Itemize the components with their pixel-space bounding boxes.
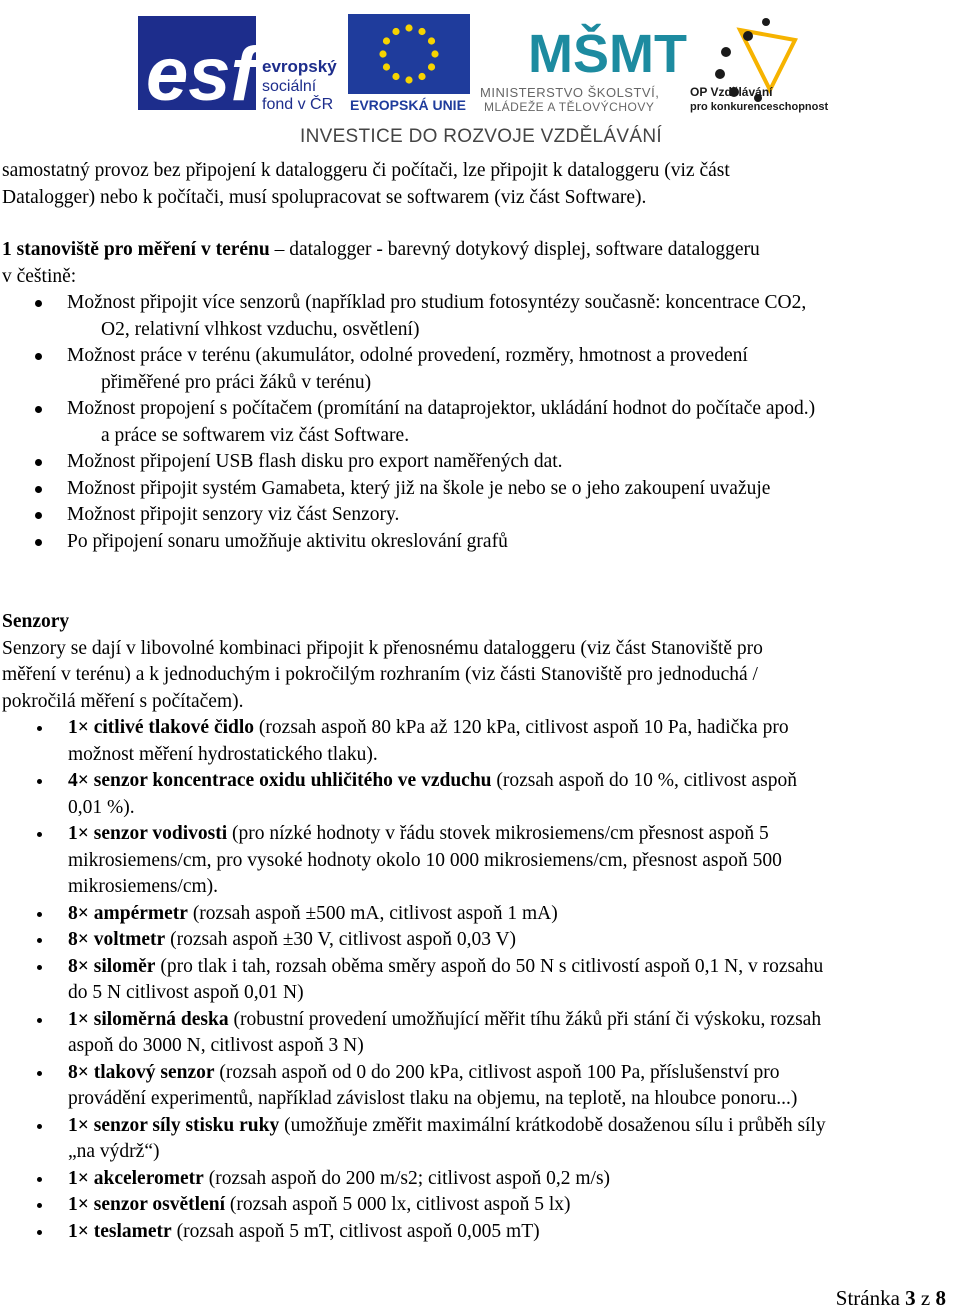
sensor-name: 1× siloměrná deska (68, 1008, 229, 1030)
sensor-spec-cont: do 5 N citlivost aspoň 0,01 N) (68, 982, 304, 1003)
sensor-item (2, 1192, 954, 1219)
sensor-spec-cont: „na výdrž“) (68, 1141, 160, 1162)
list-item (2, 529, 954, 556)
sensor-spec-cont: aspoň do 3000 N, citlivost aspoň 3 N) (68, 1035, 364, 1056)
sensor-item (2, 715, 954, 768)
sensor-name: 1× citlivé tlakové čidlo (68, 717, 255, 738)
sensor-spec-cont: možnost měření hydrostatického tlaku). (68, 743, 378, 765)
sensor-spec-cont: mikrosiemens/cm). (68, 876, 219, 897)
eu-star (392, 73, 399, 80)
funding-logos (0, 0, 960, 150)
msmt-text-1: MINISTERSTVO ŠKOLSTVÍ, (480, 85, 660, 100)
list-item-cont: přiměřené pro práci žáků v terénu) (101, 371, 372, 393)
eu-star (383, 37, 390, 44)
list-item (2, 476, 954, 503)
msmt-logo (480, 23, 687, 114)
esf-text-2: sociální (262, 78, 317, 95)
sensor-item (2, 1113, 954, 1166)
eu-star (431, 50, 438, 57)
eu-star (405, 24, 412, 31)
sensor-spec: (rozsah aspoň 5 mT, citlivost aspoň 0,005 mT) (171, 1220, 540, 1242)
eu-star (405, 76, 412, 83)
tagline: INVESTICE DO ROZVOJE VZDĚLÁVÁNÍ (300, 126, 662, 147)
sensor-item (2, 1166, 954, 1193)
sensor-name: 8× ampérmetr (68, 902, 188, 924)
list-item-cont: O2, relativní vlhkost vzduchu, osvětlení) (101, 318, 420, 340)
msmt-text-2: MLÁDEŽE A TĚLOVÝCHOVY (484, 100, 655, 114)
list-item-text: Možnost propojení s počítačem (promítání na dataprojektor, ukládání hodnot do počítače apod.) (67, 398, 816, 419)
esf-logo (138, 16, 337, 117)
sensor-item (2, 821, 954, 901)
list-item-text: Možnost připojit senzory viz část Senzory. (67, 504, 400, 525)
sensor-spec: (rozsah aspoň 5 000 lx, citlivost aspoň 5 lx) (224, 1194, 571, 1215)
sensor-spec: (rozsah aspoň 80 kPa až 120 kPa, citlivost aspoň 10 Pa, hadička pro (254, 717, 789, 738)
page-mid: z (915, 1286, 936, 1310)
eu-star (428, 63, 435, 70)
eu-star (418, 73, 425, 80)
msmt-mark: MŠMT (528, 24, 687, 84)
sensor-spec-cont: provádění experimentů, například závislost tlaku na objemu, na teplotě, na hloubce ponoru...) (68, 1088, 798, 1109)
sensor-spec: (pro tlak i tah, rozsah oběma směry aspoň do 50 N s citlivostí aspoň 0,1 N, v rozsahu (155, 955, 824, 977)
list-item-text: Možnost připojit více senzorů (například pro studium fotosyntézy současně: koncentrace CO2, (67, 292, 807, 313)
sensor-item (2, 901, 954, 928)
sensor-name: 8× voltmetr (68, 929, 166, 950)
list-item (2, 502, 954, 529)
list-item (2, 343, 954, 396)
sensor-item (2, 768, 954, 821)
esf-mark: esf (146, 32, 256, 117)
esf-text-3: fond v ČR (262, 96, 334, 113)
document-body (2, 158, 954, 1245)
op-logo (690, 18, 828, 113)
sensor-item (2, 954, 954, 1007)
sensor-spec-cont: 0,01 %). (68, 796, 135, 818)
list-item (2, 449, 954, 476)
eu-label: EVROPSKÁ UNIE (350, 97, 466, 113)
sensor-name: 1× senzor vodivosti (68, 823, 228, 844)
station-heading (2, 237, 954, 264)
logo-header (0, 0, 960, 150)
sensor-spec: (pro nízké hodnoty v řádu stovek mikrosiemens/cm přesnost aspoň 5 (227, 823, 769, 844)
list-item-text: Možnost připojení USB flash disku pro export naměřených dat. (67, 451, 563, 472)
page-current: 3 (905, 1286, 916, 1310)
sensor-spec-cont: mikrosiemens/cm, pro vysoké hodnoty okolo 10 000 mikrosiemens/cm, přesnost aspoň 500 (68, 849, 782, 871)
sensor-list (2, 715, 954, 1245)
eu-star (392, 28, 399, 35)
op-text-2: pro konkurenceschopnost (690, 101, 829, 113)
list-item-text: Možnost připojit systém Gamabeta, který již na škole je nebo se o jeho zakoupení uvažuje (67, 477, 771, 499)
sensor-item (2, 1007, 954, 1060)
sensors-intro-1: Senzory se dají v libovolné kombinaci připojit k přenosnému dataloggeru (viz část Stanoviště pro (2, 637, 763, 659)
intro-line-1: samostatný provoz bez připojení k dataloggeru či počítači, lze připojit k dataloggeru (viz část (2, 160, 730, 181)
sensor-spec: (robustní provedení umožňující měřit tíhu žáků při stání či výskoku, rozsah (228, 1008, 822, 1030)
list-item-cont: a práce se softwarem viz část Software. (101, 424, 410, 446)
sensors-title: Senzory (2, 611, 70, 632)
list-item (2, 396, 954, 449)
eu-star (428, 37, 435, 44)
station-lead-rest: – datalogger - barevný dotykový displej, software dataloggeru (269, 239, 760, 260)
sensor-name: 1× akcelerometr (68, 1167, 204, 1189)
esf-text-1: evropský (262, 57, 337, 76)
sensor-spec: (rozsah aspoň do 200 m/s2; citlivost aspoň 0,2 m/s) (203, 1167, 611, 1189)
station-feature-list (2, 290, 954, 555)
op-text-1: OP Vzdělávání (690, 85, 773, 99)
sensor-spec: (rozsah aspoň ±30 V, citlivost aspoň 0,03 V) (165, 929, 517, 950)
sensor-name: 1× teslametr (68, 1220, 172, 1242)
sensors-intro-2: měření v terénu) a k jednoduchým i pokročilým rozhraním (viz části Stanoviště pro jednoduchá / (2, 664, 758, 685)
sensor-spec: (rozsah aspoň ±500 mA, citlivost aspoň 1 mA) (187, 902, 558, 924)
sensor-spec: (umožňuje změřit maximální krátkodobě dosaženou sílu i průběh síly (279, 1114, 826, 1136)
page-total: 8 (935, 1286, 946, 1310)
eu-star (383, 63, 390, 70)
intro-line-2: Datalogger) nebo k počítači, musí spolupracovat se softwarem (viz část Software). (2, 186, 647, 208)
sensor-item (2, 927, 954, 954)
eu-star (418, 28, 425, 35)
sensor-name: 8× siloměr (68, 955, 156, 977)
list-item (2, 290, 954, 343)
sensor-name: 4× senzor koncentrace oxidu uhličitého ve vzduchu (68, 770, 492, 791)
page-number (836, 1286, 946, 1311)
list-item-text: Možnost práce v terénu (akumulátor, odolné provedení, rozměry, hmotnost a provedení (67, 345, 748, 366)
sensor-name: 1× senzor osvětlení (68, 1194, 225, 1215)
station-line-2: v češtině: (2, 265, 77, 287)
sensor-name: 1× senzor síly stisku ruky (68, 1114, 280, 1136)
sensor-spec: (rozsah aspoň od 0 do 200 kPa, citlivost aspoň 100 Pa, příslušenství pro (214, 1061, 780, 1083)
list-item-text: Po připojení sonaru umožňuje aktivitu okreslování grafů (67, 530, 508, 552)
sensor-name: 8× tlakový senzor (68, 1061, 215, 1083)
station-title: 1 stanoviště pro měření v terénu (2, 239, 270, 260)
sensor-item (2, 1219, 954, 1246)
eu-flag-logo (348, 14, 470, 113)
sensor-item (2, 1060, 954, 1113)
eu-star (379, 50, 386, 57)
page-prefix: Stránka (835, 1286, 906, 1310)
sensor-spec: (rozsah aspoň do 10 %, citlivost aspoň (491, 770, 797, 791)
sensors-intro-3: pokročilá měření s počítačem). (2, 690, 244, 712)
